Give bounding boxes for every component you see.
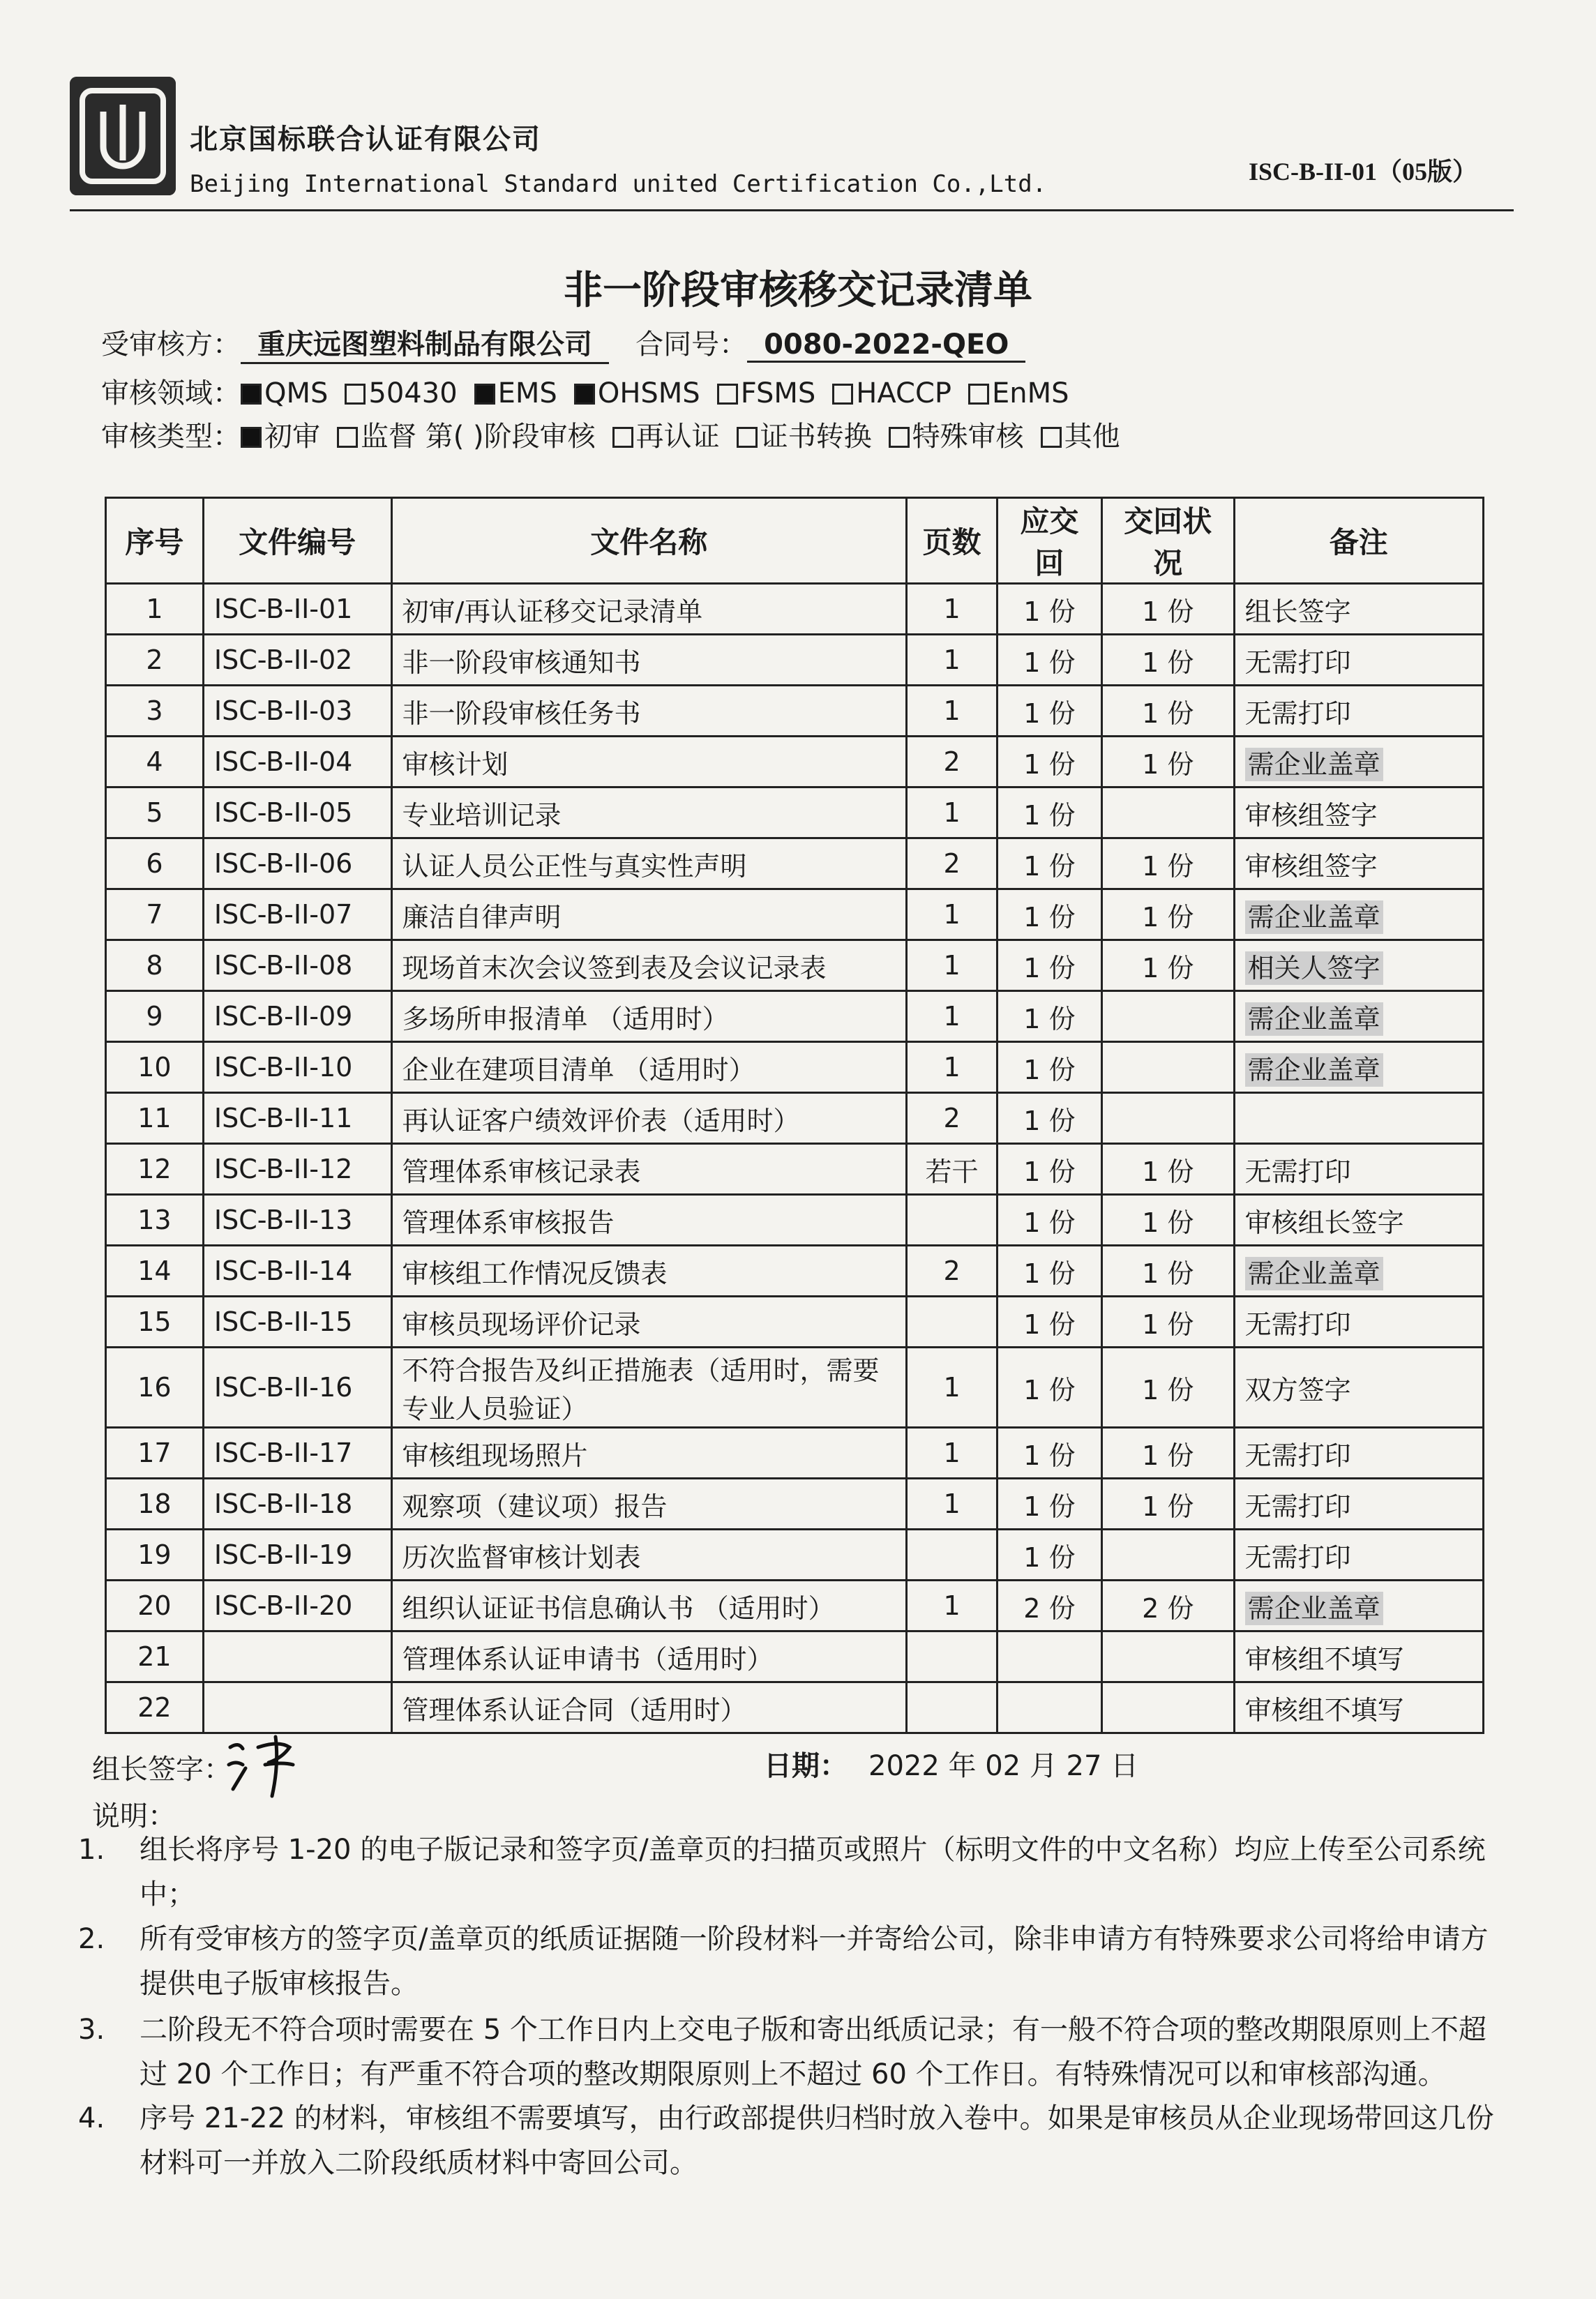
handover-table [105, 497, 1484, 1734]
cell-no: 19 [106, 1530, 204, 1581]
highlighted-note: 需企业盖章 [1245, 1592, 1383, 1625]
note-item [78, 2007, 1508, 2097]
cell-note: 无需打印 [1234, 1479, 1483, 1530]
audit-domain-option [832, 377, 951, 409]
cell-due: 1 份 [998, 991, 1102, 1042]
audit-type-option [241, 414, 320, 454]
highlighted-note: 需企业盖章 [1245, 1002, 1383, 1036]
audit-domain-option [345, 377, 457, 409]
cell-file-code: ISC-B-II-11 [203, 1093, 391, 1144]
date-label: 日期： [764, 1750, 848, 1782]
cell-pages [907, 1682, 998, 1733]
cell-return-status: 1 份 [1101, 1297, 1234, 1348]
cell-file-code: ISC-B-II-06 [203, 838, 391, 889]
audit-domain-option-label: EnMS [992, 377, 1069, 409]
table-row [106, 1682, 1484, 1733]
cell-file-code: ISC-B-II-03 [203, 686, 391, 737]
audit-domain-option [474, 377, 557, 409]
table-row [106, 991, 1484, 1042]
cell-return-status: 1 份 [1101, 686, 1234, 737]
table-row [106, 1195, 1484, 1246]
cell-due: 2 份 [998, 1581, 1102, 1631]
cell-no: 6 [106, 838, 204, 889]
note-item [78, 1917, 1508, 2006]
cell-note: 审核组签字 [1234, 787, 1483, 838]
cell-pages: 1 [907, 1348, 998, 1428]
table-row [106, 635, 1484, 686]
cell-return-status: 1 份 [1101, 1144, 1234, 1195]
cell-due: 1 份 [998, 1428, 1102, 1479]
note-text: 所有受审核方的签字页/盖章页的纸质证据随一阶段材料一并寄给公司，除非申请方有特殊要求公司将给申请方提供电子版审核报告。 [140, 1923, 1489, 2000]
checked-checkbox[interactable] [574, 384, 595, 405]
checked-checkbox[interactable] [241, 427, 262, 448]
cell-return-status: 2 份 [1101, 1581, 1234, 1631]
cell-note: 无需打印 [1234, 1428, 1483, 1479]
cell-file-code: ISC-B-II-15 [203, 1297, 391, 1348]
cell-file-name: 管理体系审核报告 [391, 1195, 907, 1246]
cell-file-code: ISC-B-II-17 [203, 1428, 391, 1479]
contract-label: 合同号： [635, 329, 748, 361]
cell-return-status: 1 份 [1101, 584, 1234, 635]
cell-no: 3 [106, 686, 204, 737]
document-title: 非一阶段审核移交记录清单 [564, 268, 1032, 313]
cell-pages: 2 [907, 1093, 998, 1144]
table-row [106, 787, 1484, 838]
col-header-pages: 页数 [907, 498, 998, 584]
audit-type-option [612, 414, 720, 454]
notes-title: 说明： [92, 1800, 176, 1832]
cell-due: 1 份 [998, 584, 1102, 635]
cell-pages: 1 [907, 1428, 998, 1479]
cell-pages [907, 1530, 998, 1581]
cell-return-status: 1 份 [1101, 1195, 1234, 1246]
cell-file-code: ISC-B-II-12 [203, 1144, 391, 1195]
cell-no: 9 [106, 991, 204, 1042]
table-row [106, 838, 1484, 889]
cell-file-code [203, 1631, 391, 1682]
table-row [106, 1581, 1484, 1631]
handwritten-signature [223, 1726, 321, 1803]
cell-note: 无需打印 [1234, 1297, 1483, 1348]
cell-no: 7 [106, 889, 204, 940]
cell-no: 18 [106, 1479, 204, 1530]
cell-no: 20 [106, 1581, 204, 1631]
audit-domain-row [101, 371, 1086, 411]
cell-note [1234, 940, 1483, 991]
cell-due: 1 份 [998, 1348, 1102, 1428]
checked-checkbox[interactable] [241, 384, 262, 405]
col-header-no: 序号 [106, 498, 204, 584]
audit-domain-option-label: OHSMS [597, 377, 700, 409]
cell-no: 16 [106, 1348, 204, 1428]
cell-due: 1 份 [998, 737, 1102, 787]
cell-due: 1 份 [998, 1195, 1102, 1246]
table-row [106, 737, 1484, 787]
cell-file-name: 组织认证证书信息确认书 （适用时） [391, 1581, 907, 1631]
unchecked-checkbox[interactable] [345, 384, 366, 405]
unchecked-checkbox[interactable] [737, 427, 758, 448]
cell-file-name: 审核计划 [391, 737, 907, 787]
cell-file-name: 认证人员公正性与真实性声明 [391, 838, 907, 889]
table-row [106, 940, 1484, 991]
table-row [106, 1428, 1484, 1479]
cell-return-status [1101, 1631, 1234, 1682]
cell-file-name: 专业培训记录 [391, 787, 907, 838]
note-number: 3. [78, 2014, 105, 2046]
cell-no: 5 [106, 787, 204, 838]
cell-return-status: 1 份 [1101, 737, 1234, 787]
cell-note [1234, 991, 1483, 1042]
cell-due: 1 份 [998, 635, 1102, 686]
highlighted-note: 需企业盖章 [1245, 900, 1383, 934]
cell-note: 双方签字 [1234, 1348, 1483, 1428]
cell-pages: 1 [907, 1042, 998, 1093]
cell-return-status: 1 份 [1101, 889, 1234, 940]
col-header-note: 备注 [1234, 498, 1483, 584]
company-name-en: Beijing International Standard united Certification Co.,Ltd. [190, 170, 1047, 198]
table-row [106, 1631, 1484, 1682]
audit-domain-option-label: EMS [497, 377, 557, 409]
cell-no: 17 [106, 1428, 204, 1479]
cell-file-name: 历次监督审核计划表 [391, 1530, 907, 1581]
cell-file-name: 审核组工作情况反馈表 [391, 1246, 907, 1297]
cell-return-status [1101, 1682, 1234, 1733]
auditee-value: 重庆远图塑料制品有限公司 [241, 322, 609, 364]
audit-type-option [889, 414, 1024, 454]
table-row [106, 1530, 1484, 1581]
table-row [106, 1042, 1484, 1093]
cell-file-name: 观察项（建议项）报告 [391, 1479, 907, 1530]
cell-note [1234, 1246, 1483, 1297]
cell-pages: 1 [907, 686, 998, 737]
cell-note: 无需打印 [1234, 1144, 1483, 1195]
cell-return-status: 1 份 [1101, 1246, 1234, 1297]
cell-return-status [1101, 1530, 1234, 1581]
audit-type-options [241, 421, 1137, 453]
cell-no: 11 [106, 1093, 204, 1144]
unchecked-checkbox[interactable] [832, 384, 853, 405]
audit-domain-option [968, 377, 1069, 409]
cell-due: 1 份 [998, 1530, 1102, 1581]
cell-pages [907, 1631, 998, 1682]
cell-pages [907, 1297, 998, 1348]
cell-due [998, 1682, 1102, 1733]
cell-file-code: ISC-B-II-10 [203, 1042, 391, 1093]
cell-return-status: 1 份 [1101, 1428, 1234, 1479]
cell-pages: 1 [907, 1581, 998, 1631]
table-row [106, 1144, 1484, 1195]
cell-file-name: 非一阶段审核任务书 [391, 686, 907, 737]
cell-file-name: 不符合报告及纠正措施表（适用时，需要专业人员验证） [391, 1348, 907, 1428]
cell-note: 无需打印 [1234, 686, 1483, 737]
audit-domain-option-label: FSMS [740, 377, 816, 409]
cell-file-name: 廉洁自律声明 [391, 889, 907, 940]
contract-value: 0080-2022-QEO [747, 329, 1025, 363]
cell-file-name: 企业在建项目清单 （适用时） [391, 1042, 907, 1093]
cell-file-name: 初审/再认证移交记录清单 [391, 584, 907, 635]
cell-file-name: 审核员现场评价记录 [391, 1297, 907, 1348]
unchecked-checkbox[interactable] [612, 427, 633, 448]
cell-pages: 1 [907, 940, 998, 991]
cell-note: 审核组签字 [1234, 838, 1483, 889]
unchecked-checkbox[interactable] [337, 427, 358, 448]
cell-due: 1 份 [998, 1479, 1102, 1530]
cell-return-status: 1 份 [1101, 1348, 1234, 1428]
audit-domain-option [241, 377, 328, 409]
note-number: 1. [78, 1834, 105, 1866]
cell-due: 1 份 [998, 787, 1102, 838]
table-row [106, 1297, 1484, 1348]
highlighted-note: 需企业盖章 [1245, 1053, 1383, 1087]
leader-signature-label: 组长签字： [92, 1754, 232, 1786]
col-header-status: 交回状况 [1101, 498, 1234, 584]
cell-due: 1 份 [998, 1042, 1102, 1093]
cell-file-code: ISC-B-II-20 [203, 1581, 391, 1631]
cell-return-status: 1 份 [1101, 635, 1234, 686]
cell-file-code: ISC-B-II-16 [203, 1348, 391, 1428]
cell-return-status [1101, 1093, 1234, 1144]
cell-file-code: ISC-B-II-08 [203, 940, 391, 991]
unchecked-checkbox[interactable] [1041, 427, 1062, 448]
cell-file-code: ISC-B-II-19 [203, 1530, 391, 1581]
cell-no: 2 [106, 635, 204, 686]
cell-note [1234, 1042, 1483, 1093]
audit-type-option [337, 414, 596, 454]
unchecked-checkbox[interactable] [889, 427, 910, 448]
cell-file-code: ISC-B-II-01 [203, 584, 391, 635]
cell-note [1234, 1581, 1483, 1631]
company-name-cn: 北京国标联合认证有限公司 [190, 123, 541, 156]
cell-note [1234, 1093, 1483, 1144]
audit-type-option [737, 414, 872, 454]
note-number: 2. [78, 1923, 105, 1955]
table-row [106, 1479, 1484, 1530]
table-header-row [106, 498, 1484, 584]
cell-note [1234, 889, 1483, 940]
cell-note: 审核组长签字 [1234, 1195, 1483, 1246]
form-code: ISC-B-II-01（05版） [1248, 158, 1477, 186]
table-row [106, 1246, 1484, 1297]
cell-file-name: 现场首末次会议签到表及会议记录表 [391, 940, 907, 991]
cell-file-code: ISC-B-II-09 [203, 991, 391, 1042]
cell-file-code: ISC-B-II-04 [203, 737, 391, 787]
table-row [106, 889, 1484, 940]
cell-pages: 2 [907, 1246, 998, 1297]
cell-file-name: 管理体系认证合同（适用时） [391, 1682, 907, 1733]
cell-file-code: ISC-B-II-02 [203, 635, 391, 686]
cell-file-code: ISC-B-II-18 [203, 1479, 391, 1530]
cell-file-code [203, 1682, 391, 1733]
cell-no: 1 [106, 584, 204, 635]
audit-type-option-label: 再认证 [635, 421, 720, 453]
cell-return-status: 1 份 [1101, 838, 1234, 889]
note-item [78, 2096, 1508, 2185]
cell-no: 13 [106, 1195, 204, 1246]
cell-pages: 1 [907, 787, 998, 838]
cell-pages: 1 [907, 889, 998, 940]
cell-return-status: 1 份 [1101, 940, 1234, 991]
note-text: 组长将序号 1-20 的电子版记录和签字页/盖章页的扫描页或照片（标明文件的中文名称）均应上传至公司系统中； [140, 1834, 1486, 1910]
cell-pages [907, 1195, 998, 1246]
company-logo-icon [70, 77, 176, 195]
audit-type-row [101, 414, 1137, 454]
cell-file-code: ISC-B-II-14 [203, 1246, 391, 1297]
audit-domain-option-label: HACCP [856, 377, 952, 409]
audit-domain-option-label: QMS [264, 377, 329, 409]
cell-pages: 1 [907, 635, 998, 686]
audit-type-option-label: 其他 [1064, 421, 1120, 453]
audit-type-option-label: 特殊审核 [912, 421, 1024, 453]
audit-domain-option [717, 377, 816, 409]
audit-domain-option [574, 377, 700, 409]
cell-pages: 2 [907, 737, 998, 787]
cell-note: 无需打印 [1234, 1530, 1483, 1581]
unchecked-checkbox[interactable] [968, 384, 989, 405]
cell-pages: 1 [907, 1479, 998, 1530]
cell-no: 12 [106, 1144, 204, 1195]
col-header-code: 文件编号 [203, 498, 391, 584]
table-row [106, 686, 1484, 737]
cell-file-code: ISC-B-II-07 [203, 889, 391, 940]
cell-due: 1 份 [998, 1144, 1102, 1195]
cell-pages: 若干 [907, 1144, 998, 1195]
table-row [106, 584, 1484, 635]
audit-domain-options [241, 377, 1086, 409]
audit-type-label: 审核类型： [101, 421, 241, 453]
cell-no: 14 [106, 1246, 204, 1297]
cell-due: 1 份 [998, 1093, 1102, 1144]
audit-domain-option-label: 50430 [368, 377, 458, 409]
cell-file-code: ISC-B-II-13 [203, 1195, 391, 1246]
cell-file-code: ISC-B-II-05 [203, 787, 391, 838]
note-item [78, 1827, 1508, 1917]
cell-note: 审核组不填写 [1234, 1631, 1483, 1682]
cell-file-name: 管理体系认证申请书（适用时） [391, 1631, 907, 1682]
note-text: 序号 21-22 的材料，审核组不需要填写，由行政部提供归档时放入卷中。如果是审核员从企业现场带回这几份材料可一并放入二阶段纸质材料中寄回公司。 [140, 2102, 1494, 2179]
col-header-due: 应交回 [998, 498, 1102, 584]
cell-no: 10 [106, 1042, 204, 1093]
header-divider [70, 209, 1514, 211]
audit-type-option-label: 初审 [264, 421, 320, 453]
highlighted-note: 需企业盖章 [1245, 748, 1383, 781]
cell-due: 1 份 [998, 889, 1102, 940]
audit-type-option [1041, 414, 1120, 454]
cell-file-name: 审核组现场照片 [391, 1428, 907, 1479]
cell-due: 1 份 [998, 1297, 1102, 1348]
cell-due: 1 份 [998, 838, 1102, 889]
table-row [106, 1348, 1484, 1428]
cell-no: 22 [106, 1682, 204, 1733]
cell-pages: 2 [907, 838, 998, 889]
cell-return-status: 1 份 [1101, 1479, 1234, 1530]
cell-file-name: 管理体系审核记录表 [391, 1144, 907, 1195]
checked-checkbox[interactable] [474, 384, 495, 405]
cell-note: 组长签字 [1234, 584, 1483, 635]
auditee-label: 受审核方： [101, 329, 241, 361]
audit-type-option-label: 证书转换 [760, 421, 872, 453]
cell-file-name: 再认证客户绩效评价表（适用时） [391, 1093, 907, 1144]
audit-type-option-label: 监督 第( )阶段审核 [361, 421, 596, 453]
cell-due: 1 份 [998, 686, 1102, 737]
cell-due: 1 份 [998, 940, 1102, 991]
audit-domain-label: 审核领域： [101, 377, 241, 409]
cell-note [1234, 737, 1483, 787]
unchecked-checkbox[interactable] [717, 384, 738, 405]
table-row [106, 1093, 1484, 1144]
cell-note: 无需打印 [1234, 635, 1483, 686]
highlighted-note: 需企业盖章 [1245, 1257, 1383, 1290]
cell-pages: 1 [907, 584, 998, 635]
cell-file-name: 非一阶段审核通知书 [391, 635, 907, 686]
cell-no: 8 [106, 940, 204, 991]
cell-no: 4 [106, 737, 204, 787]
cell-return-status [1101, 787, 1234, 838]
note-text: 二阶段无不符合项时需要在 5 个工作日内上交电子版和寄出纸质记录；有一般不符合项的整改期限原则上不超过 20 个工作日；有严重不符合项的整改期限原则上不超过 60 个工作日。有特殊情况可以和审核部沟通。 [140, 2014, 1486, 2090]
cell-return-status [1101, 1042, 1234, 1093]
cell-file-name: 多场所申报清单 （适用时） [391, 991, 907, 1042]
cell-no: 15 [106, 1297, 204, 1348]
col-header-name: 文件名称 [391, 498, 907, 584]
cell-no: 21 [106, 1631, 204, 1682]
auditee-row [101, 322, 1025, 364]
date-value: 2022 年 02 月 27 日 [868, 1750, 1139, 1782]
cell-pages: 1 [907, 991, 998, 1042]
highlighted-note: 相关人签字 [1245, 951, 1383, 985]
cell-return-status [1101, 991, 1234, 1042]
cell-due: 1 份 [998, 1246, 1102, 1297]
cell-due [998, 1631, 1102, 1682]
date-row [764, 1744, 1138, 1784]
cell-note: 审核组不填写 [1234, 1682, 1483, 1733]
note-number: 4. [78, 2102, 105, 2134]
